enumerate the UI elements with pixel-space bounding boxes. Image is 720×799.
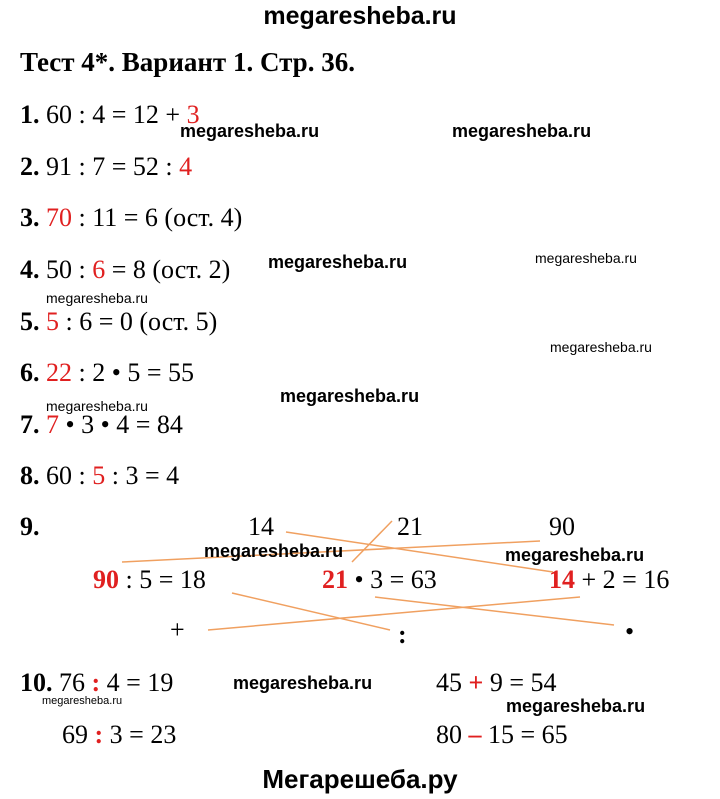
watermark: megaresheba.ru (535, 250, 637, 266)
watermark: megaresheba.ru (505, 545, 645, 565)
connector-line (232, 593, 390, 630)
task-expression-rest: 4 = 19 (100, 668, 174, 697)
task-answer: 70 (46, 203, 72, 232)
watermark: megaresheba.ru (550, 339, 652, 355)
site-header: megaresheba.ru (263, 2, 457, 30)
watermark: megaresheba.ru (46, 290, 148, 306)
task-answer: 5 (92, 461, 106, 490)
task-10-item-4 (436, 720, 568, 750)
task-10-item-3 (62, 720, 176, 750)
task-expression: 69 (62, 720, 95, 749)
watermark: megaresheba.ru (233, 673, 373, 693)
match-equation-3 (549, 565, 669, 595)
task-number: 2. (20, 152, 40, 181)
sign-multiply: • (625, 617, 635, 646)
page-title: Тест 4*. Вариант 1. Стр. 36. (20, 47, 355, 77)
task-expression-rest: 15 = 65 (481, 720, 568, 749)
match-answer: 21 (322, 565, 348, 594)
task-number: 6. (20, 358, 40, 387)
task-answer: 4 (179, 152, 193, 181)
task-operator: : (91, 668, 101, 697)
watermark: megaresheba.ru (506, 696, 646, 716)
watermark: megaresheba.ru (180, 121, 320, 141)
task-10-row-1 (20, 668, 173, 698)
task-number: 8. (20, 461, 40, 490)
task-number: 7. (20, 410, 40, 439)
watermark: megaresheba.ru (268, 252, 408, 272)
task-expression: 60 : 4 = 12 + (39, 100, 187, 129)
task-expression: 80 (436, 720, 469, 749)
task-expression: 45 (436, 668, 469, 697)
match-equation-2 (322, 565, 437, 595)
sign-divide: : (398, 620, 407, 649)
task-expression: 60 : (39, 461, 93, 490)
connector-line (208, 597, 580, 630)
match-expression: : 5 = 18 (119, 565, 206, 594)
task-expression-rest: = 8 (ост. 2) (105, 255, 231, 284)
task-expression-rest: • 3 • 4 = 84 (59, 410, 183, 439)
match-number-14: 14 (248, 512, 274, 541)
watermark: megaresheba.ru (204, 541, 344, 561)
task-operator: : (94, 720, 104, 749)
task-expression-rest: : 11 = 6 (ост. 4) (72, 203, 243, 232)
match-number-21: 21 (397, 512, 423, 541)
watermark: megaresheba.ru (42, 695, 123, 707)
task-expression-rest: : 6 = 0 (ост. 5) (59, 307, 218, 336)
task-expression-rest: 9 = 54 (483, 668, 557, 697)
watermark: megaresheba.ru (46, 398, 148, 414)
watermark: megaresheba.ru (452, 121, 592, 141)
task-number: 10. (20, 668, 53, 697)
match-answer: 14 (549, 565, 575, 594)
task-number: 4. (20, 255, 40, 284)
task-expression-rest: : 3 = 4 (105, 461, 180, 490)
task-answer: 5 (46, 307, 59, 336)
task-answer: 22 (46, 358, 72, 387)
match-equation-1 (93, 565, 206, 595)
task-answer: 6 (92, 255, 106, 284)
task-expression: 76 (52, 668, 92, 697)
connector-line (375, 597, 614, 625)
match-expression: + 2 = 16 (575, 565, 670, 594)
task-number: 9. (20, 512, 40, 541)
match-expression: • 3 = 63 (348, 565, 437, 594)
task-operator: – (468, 720, 482, 749)
task-expression: 91 : 7 = 52 : (39, 152, 180, 181)
task-answer: 3 (186, 100, 200, 129)
task-number: 3. (20, 203, 40, 232)
match-number-90: 90 (549, 512, 575, 541)
task-number: 1. (20, 100, 40, 129)
task-expression-rest: : 2 • 5 = 55 (72, 358, 194, 387)
task-expression-rest: 3 = 23 (103, 720, 177, 749)
connector-line (352, 521, 392, 562)
sign-plus: + (170, 615, 185, 644)
task-10-item-2 (436, 668, 557, 698)
task-answer: 7 (46, 410, 59, 439)
task-number: 5. (20, 307, 40, 336)
task-operator: + (468, 668, 484, 697)
site-footer: Мегарешеба.ру (262, 764, 458, 794)
match-answer: 90 (93, 565, 119, 594)
task-expression: 50 : (39, 255, 93, 284)
watermark: megaresheba.ru (280, 386, 420, 406)
